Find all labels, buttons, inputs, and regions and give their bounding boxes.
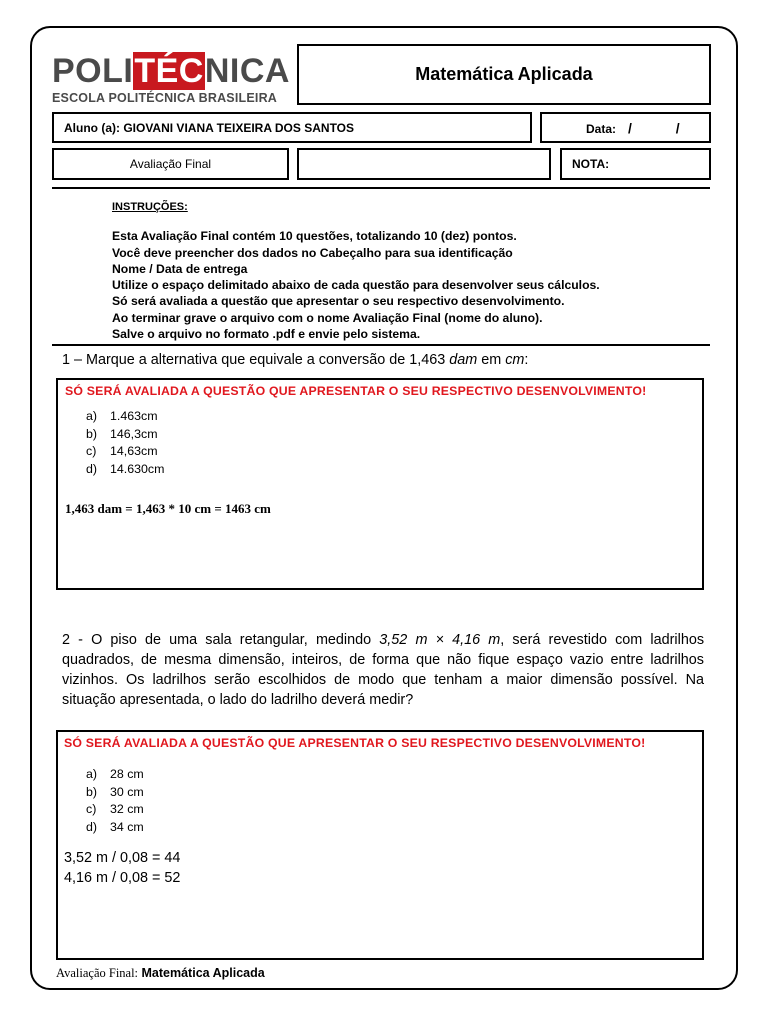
course-title-box [297,44,711,105]
option-item[interactable] [86,784,144,802]
instruction-line: Esta Avaliação Final contém 10 questões, totalizando 10 (dez) pontos. [112,229,517,244]
option-letter: d) [86,461,98,476]
course-title: Matemática Aplicada [415,64,593,84]
warning-text: SÓ SERÁ AVALIADA A QUESTÃO QUE APRESENTAR O SEU RESPECTIVO DESENVOLVIMENTO! [64,736,646,750]
student-name-field[interactable] [52,112,532,143]
q2-answer-line: 4,16 m / 0,08 = 52 [64,870,181,886]
option-text: 32 cm [110,802,144,816]
option-item[interactable] [86,408,164,426]
q1-unit-to: cm [505,352,525,368]
option-text: 34 cm [110,819,144,834]
q1-prefix: 1 – Marque a alternativa que equivale a conversão de 1,463 [62,352,450,368]
q2-dimensions: 3,52 m × 4,16 m [379,632,501,648]
q2-answer [64,848,180,888]
grade-label: NOTA: [572,157,610,171]
logo-part-2: TÉC [134,52,204,90]
option-text: 14.630cm [110,461,165,476]
option-item[interactable] [86,819,144,837]
warning-text: SÓ SERÁ AVALIADA A QUESTÃO QUE APRESENTAR O SEU RESPECTIVO DESENVOLVIMENTO! [65,384,647,398]
instruction-line: Você deve preencher dos dados no Cabeçalho para sua identificação [112,245,513,260]
option-letter: b) [86,784,98,799]
exam-type-field [52,148,289,180]
option-item[interactable] [86,801,144,819]
logo-subtitle: ESCOLA POLITÉCNICA BRASILEIRA [52,91,278,105]
date-label: Data: [586,122,617,136]
instruction-line: Ao terminar grave o arquivo com o nome Avaliação Final (nome do aluno). [112,310,543,325]
answer-box-2[interactable] [56,730,704,960]
option-letter: c) [86,802,97,816]
q1-answer: 1,463 dam = 1,463 * 10 cm = 1463 cm [65,501,271,516]
footer-label: Avaliação Final: [56,966,139,980]
option-letter: b) [86,426,98,441]
logo-part-3: NICA [204,52,290,90]
q1-middle: em [477,352,506,368]
question-2-text [62,630,704,710]
footer-value: Matemática Aplicada [141,966,265,980]
q2-suffix: , será revestido com ladrilhos quadrados, de mesma dimensão, inteiros, de forma que não fique espaço vazio entre ladrilhos vizinhos. Os ladrilhos serão escolhidos de modo que tenham a maior dimensão possível. Na situação apresentada, o lado do ladrilho deverá medir? [62,632,705,708]
option-text: 1.463cm [110,409,158,423]
date-field[interactable] [540,112,711,143]
option-item[interactable] [86,426,164,444]
option-text: 28 cm [110,767,144,781]
grade-field[interactable] [560,148,711,180]
q1-suffix: : [524,352,529,368]
exam-type-label: Avaliação Final [129,157,212,171]
instruction-line: Só será avaliada a questão que apresentar o seu respectivo desenvolvimento. [112,294,565,309]
answer-box-1[interactable] [56,378,704,590]
instructions-heading: INSTRUÇÕES: [112,201,188,213]
divider-top [52,187,710,189]
instruction-line: Nome / Data de entrega [112,261,248,276]
q1-options [86,408,164,478]
option-letter: c) [86,444,97,458]
student-name-label: Aluno (a): GIOVANI VIANA TEIXEIRA DOS SANTOS [64,121,355,135]
option-item[interactable] [86,443,164,461]
divider-instructions [52,344,710,346]
option-text: 14,63cm [110,444,158,458]
option-letter: d) [86,819,98,834]
q2-prefix: 2 - O piso de uma sala retangular, medindo [62,632,380,648]
option-text: 146,3cm [110,426,158,441]
logo-part-1: POLI [52,52,134,90]
q1-unit-from: dam [449,352,478,368]
option-letter: a) [86,767,98,781]
q2-answer-line: 3,52 m / 0,08 = 44 [64,850,181,866]
school-logo [52,52,288,106]
q2-options [86,766,144,836]
option-text: 30 cm [110,784,144,799]
instructions [112,199,702,342]
blank-field[interactable] [297,148,551,180]
page-footer [56,966,265,981]
logo-wordmark [52,52,290,90]
option-item[interactable] [86,766,144,784]
date-value: / / [628,120,700,136]
option-item[interactable] [86,461,164,479]
question-1-text [62,350,528,370]
instruction-line: Salve o arquivo no formato .pdf e envie pelo sistema. [112,327,421,342]
option-letter: a) [86,409,98,423]
instruction-line: Utilize o espaço delimitado abaixo de cada questão para desenvolver seus cálculos. [112,278,600,293]
